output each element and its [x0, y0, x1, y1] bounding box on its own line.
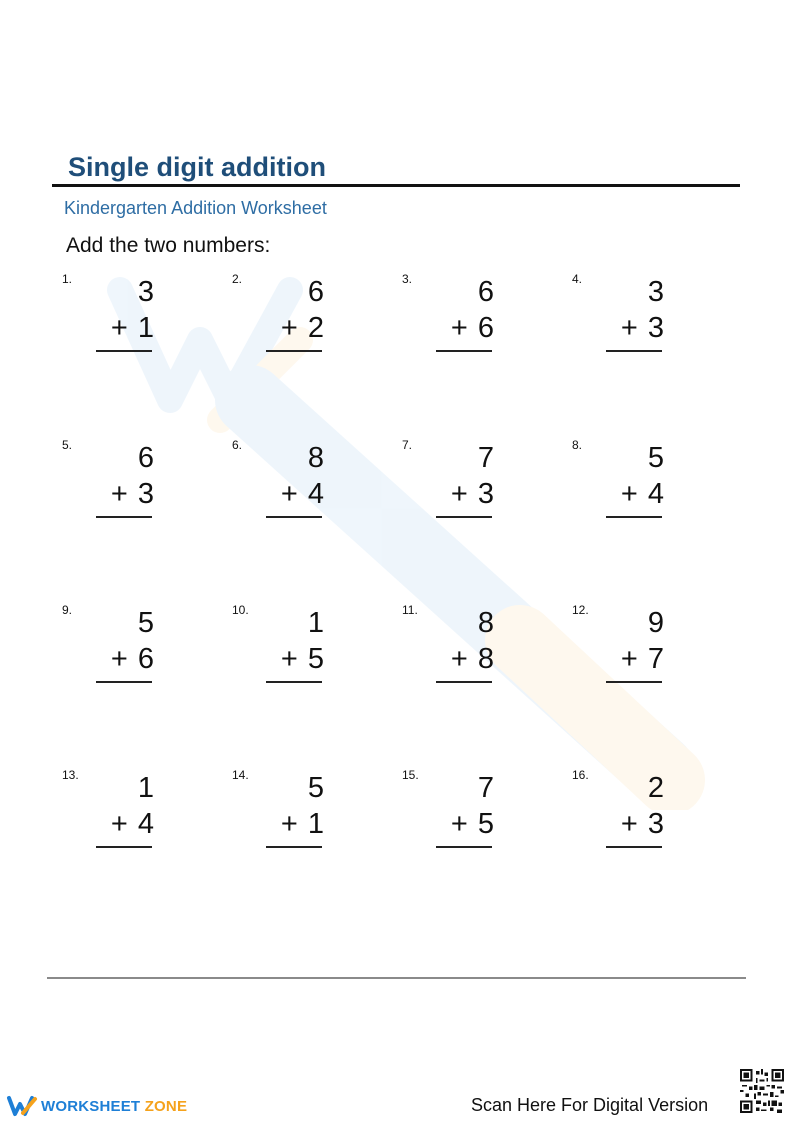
logo-text-worksheet: WORKSHEET	[41, 1097, 141, 1115]
first-addend: 3	[137, 276, 154, 308]
problem-2	[232, 272, 342, 358]
problem-number: 11.	[402, 603, 418, 617]
plus-sign: +	[280, 312, 298, 344]
plus-sign: +	[280, 643, 298, 675]
answer-line[interactable]	[96, 846, 152, 848]
plus-sign: +	[620, 312, 638, 344]
first-addend: 8	[477, 607, 494, 639]
answer-line[interactable]	[606, 350, 662, 352]
addend-line	[451, 312, 494, 344]
addend-line	[281, 478, 324, 510]
problem-number: 12.	[572, 603, 589, 617]
problem-7	[402, 438, 512, 524]
instructions: Add the two numbers:	[66, 234, 271, 257]
plus-sign: +	[110, 808, 128, 840]
second-addend: 5	[477, 808, 494, 840]
second-addend: 7	[647, 643, 664, 675]
plus-sign: +	[280, 478, 298, 510]
answer-line[interactable]	[266, 681, 322, 683]
addend-line	[451, 808, 494, 840]
answer-line[interactable]	[606, 681, 662, 683]
second-addend: 4	[647, 478, 664, 510]
problem-number: 10.	[232, 603, 249, 617]
first-addend: 5	[307, 772, 324, 804]
problem-number: 4.	[572, 272, 583, 286]
first-addend: 1	[307, 607, 324, 639]
logo-text	[41, 1098, 187, 1115]
first-addend: 1	[137, 772, 154, 804]
addend-line	[621, 478, 664, 510]
second-addend: 3	[647, 312, 664, 344]
problem-number: 13.	[62, 768, 79, 782]
addend-line	[111, 643, 154, 675]
answer-line[interactable]	[606, 516, 662, 518]
answer-line[interactable]	[436, 350, 492, 352]
answer-line[interactable]	[436, 681, 492, 683]
problem-number: 1.	[62, 272, 73, 286]
answer-line[interactable]	[436, 516, 492, 518]
second-addend: 1	[137, 312, 154, 344]
problem-number: 3.	[402, 272, 413, 286]
problem-8	[572, 438, 682, 524]
problem-number: 7.	[402, 438, 413, 452]
addend-line	[281, 808, 324, 840]
plus-sign: +	[620, 478, 638, 510]
footer-divider	[47, 977, 746, 979]
answer-line[interactable]	[436, 846, 492, 848]
addend-line	[451, 478, 494, 510]
page-subtitle: Kindergarten Addition Worksheet	[64, 198, 327, 218]
qr-code-icon[interactable]	[740, 1069, 784, 1113]
addend-line	[111, 478, 154, 510]
problem-number: 9.	[62, 603, 73, 617]
addend-line	[451, 643, 494, 675]
second-addend: 6	[137, 643, 154, 675]
first-addend: 7	[477, 442, 494, 474]
first-addend: 7	[477, 772, 494, 804]
problem-number: 5.	[62, 438, 73, 452]
answer-line[interactable]	[606, 846, 662, 848]
plus-sign: +	[110, 643, 128, 675]
second-addend: 3	[647, 808, 664, 840]
addend-line	[281, 312, 324, 344]
plus-sign: +	[620, 808, 638, 840]
problem-5	[62, 438, 172, 524]
problem-6	[232, 438, 342, 524]
logo-text-zone: ZONE	[144, 1097, 188, 1115]
addend-line	[621, 808, 664, 840]
plus-sign: +	[450, 478, 468, 510]
addend-line	[621, 312, 664, 344]
second-addend: 8	[477, 643, 494, 675]
problem-12	[572, 603, 682, 689]
second-addend: 3	[137, 478, 154, 510]
first-addend: 5	[647, 442, 664, 474]
problem-number: 8.	[572, 438, 583, 452]
second-addend: 6	[477, 312, 494, 344]
worksheetzone-logo-icon	[6, 1093, 38, 1119]
first-addend: 8	[307, 442, 324, 474]
first-addend: 6	[307, 276, 324, 308]
plus-sign: +	[620, 643, 638, 675]
title-divider	[52, 184, 740, 187]
scan-instruction: Scan Here For Digital Version	[471, 1095, 709, 1115]
problem-10	[232, 603, 342, 689]
second-addend: 3	[477, 478, 494, 510]
addend-line	[111, 312, 154, 344]
second-addend: 5	[307, 643, 324, 675]
answer-line[interactable]	[266, 350, 322, 352]
problem-number: 16.	[572, 768, 589, 782]
first-addend: 6	[477, 276, 494, 308]
problem-3	[402, 272, 512, 358]
problem-14	[232, 768, 342, 854]
plus-sign: +	[450, 808, 468, 840]
addend-line	[111, 808, 154, 840]
problem-1	[62, 272, 172, 358]
first-addend: 3	[647, 276, 664, 308]
problem-11	[402, 603, 512, 689]
first-addend: 5	[137, 607, 154, 639]
first-addend: 2	[647, 772, 664, 804]
problem-13	[62, 768, 172, 854]
problem-number: 14.	[232, 768, 249, 782]
problem-number: 15.	[402, 768, 419, 782]
problem-number: 6.	[232, 438, 243, 452]
plus-sign: +	[110, 312, 128, 344]
problem-16	[572, 768, 682, 854]
plus-sign: +	[450, 312, 468, 344]
problem-9	[62, 603, 172, 689]
first-addend: 6	[137, 442, 154, 474]
worksheetzone-logo	[6, 1092, 187, 1120]
page-title: Single digit addition	[68, 152, 326, 182]
second-addend: 1	[307, 808, 324, 840]
answer-line[interactable]	[266, 846, 322, 848]
plus-sign: +	[280, 808, 298, 840]
answer-line[interactable]	[96, 350, 152, 352]
problem-4	[572, 272, 682, 358]
answer-line[interactable]	[96, 516, 152, 518]
second-addend: 2	[307, 312, 324, 344]
second-addend: 4	[137, 808, 154, 840]
second-addend: 4	[307, 478, 324, 510]
plus-sign: +	[110, 478, 128, 510]
first-addend: 9	[647, 607, 664, 639]
addend-line	[621, 643, 664, 675]
answer-line[interactable]	[266, 516, 322, 518]
addend-line	[281, 643, 324, 675]
problem-15	[402, 768, 512, 854]
problem-number: 2.	[232, 272, 243, 286]
plus-sign: +	[450, 643, 468, 675]
answer-line[interactable]	[96, 681, 152, 683]
